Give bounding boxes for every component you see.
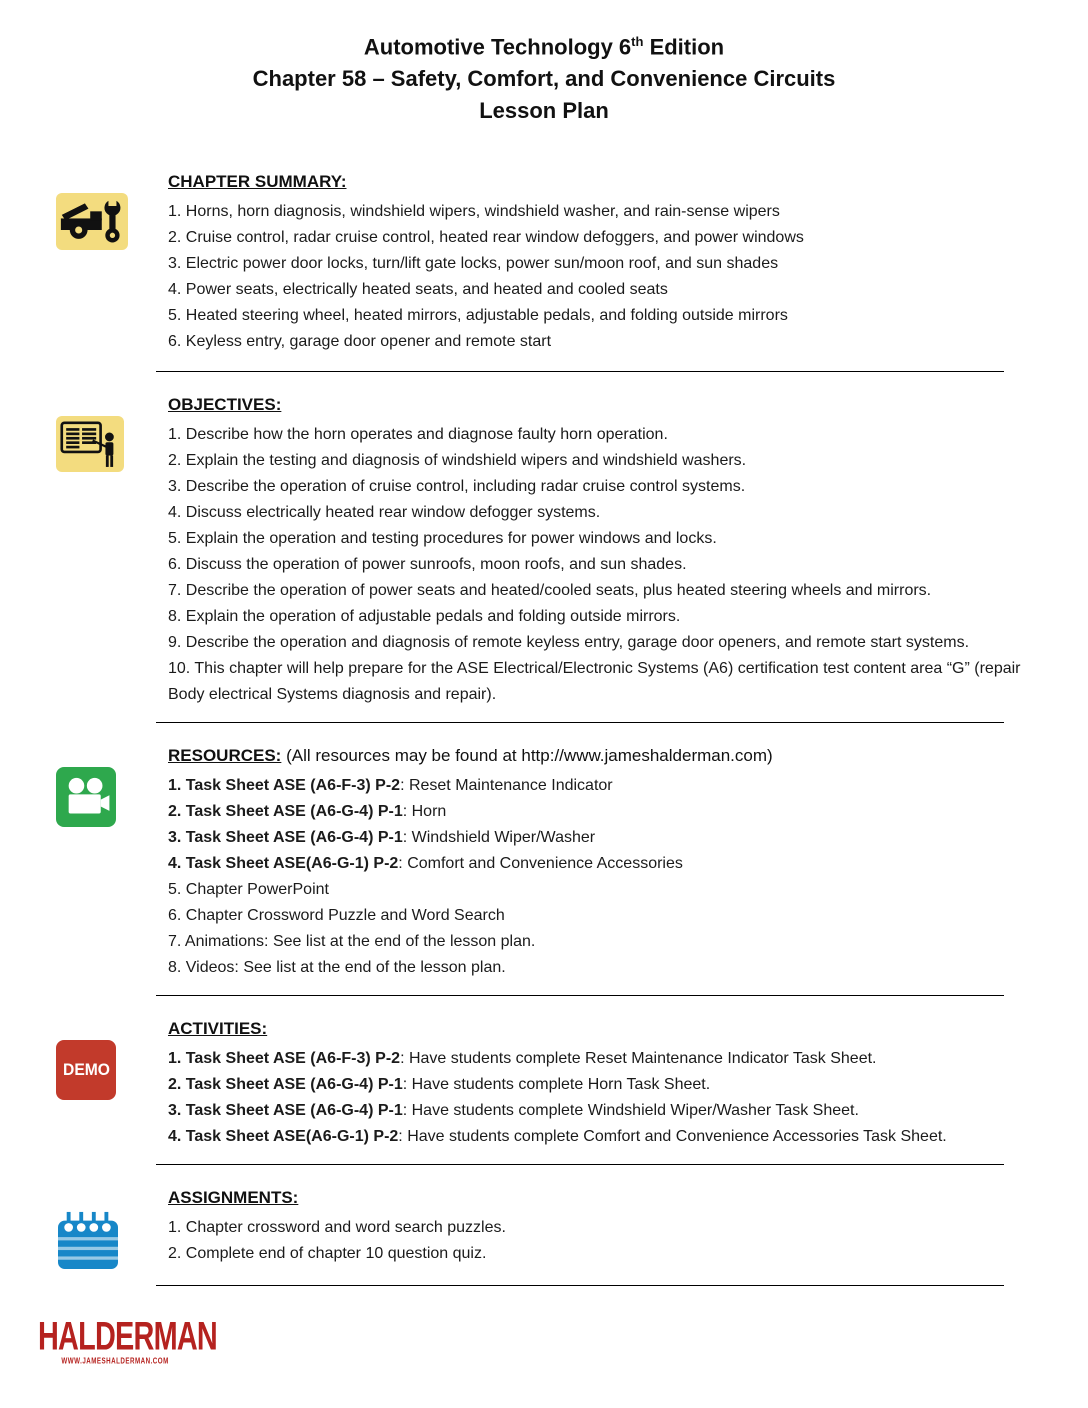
chapter-subtitle: Chapter 58 – Safety, Comfort, and Convenience Circuits [252,66,836,92]
document-title [0,26,1088,63]
list-item: 5. Chapter PowerPoint [168,881,329,899]
list-item: 10. This chapter will help prepare for the ASE Electrical/Electronic Systems (A6) certification test content area “G” (repair Body electrical Systems diagnosis and repair). [168,660,1021,704]
list-item: 9. Describe the operation and diagnosis of remote keyless entry, garage door openers, and remote start systems. [168,634,970,652]
section-divider [156,1164,1004,1165]
halderman-logo-text: HALDERMAN [38,1314,217,1359]
assignments-list [168,1215,1030,1267]
list-item: 4. Task Sheet ASE(A6-G-1) P-2: Have students complete Comfort and Convenience Accessories Task Sheet. [168,1128,947,1146]
list-item: 5. Heated steering wheel, heated mirrors, adjustable pedals, and folding outside mirrors [168,307,788,325]
icon-column [0,745,168,981]
list-item: 6. Keyless entry, garage door opener and remote start [168,333,552,351]
list-item: 1. Task Sheet ASE (A6-F-3) P-2: Reset Maintenance Indicator [168,777,613,795]
list-item: 2. Task Sheet ASE (A6-G-4) P-1: Horn [168,803,447,821]
list-item: 1. Describe how the horn operates and diagnose faulty horn operation. [168,426,668,444]
section-chapter-summary [0,171,1088,355]
activities-heading: ACTIVITIES: [168,1019,268,1039]
resources-list [168,773,1030,981]
lesson-plan-label: Lesson Plan [479,98,609,124]
car-service-icon [56,193,128,250]
list-item: 7. Animations: See list at the end of the lesson plan. [168,933,536,951]
section-objectives [0,394,1088,708]
list-item: 2. Task Sheet ASE (A6-G-4) P-1: Have students complete Horn Task Sheet. [168,1076,711,1094]
halderman-logo [38,1314,1088,1366]
demo-badge-label: DEMO [62,1060,110,1080]
presentation-board-icon-art [60,419,120,469]
title-text: Automotive Technology 6 [363,34,632,60]
list-item: 4. Task Sheet ASE(A6-G-1) P-2: Comfort and Convenience Accessories [168,855,683,873]
list-item: 5. Explain the operation and testing procedures for power windows and locks. [168,530,717,548]
section-divider [156,722,1004,723]
video-camera-icon [56,767,116,827]
icon-column [0,171,168,355]
objectives-heading: OBJECTIVES: [168,395,282,415]
list-item: 7. Describe the operation of power seats and heated/cooled seats, plus heated steering wheels and mirrors. [168,582,932,600]
icon-column [0,1018,168,1150]
demo-badge [56,1040,116,1100]
activities-list [168,1046,1030,1150]
title-text-edition: Edition [643,34,725,60]
list-item: 3. Task Sheet ASE (A6-G-4) P-1: Have students complete Windshield Wiper/Washer Task Sheet. [168,1102,859,1120]
section-resources [0,745,1088,981]
resources-note: (All resources may be found at http://www.jameshalderman.com) [281,746,773,766]
chapter-summary-list [168,199,1030,355]
list-item: 6. Discuss the operation of power sunroofs, moon roofs, and sun shades. [168,556,687,574]
list-item: 2. Cruise control, radar cruise control, heated rear window defoggers, and power windows [168,229,804,247]
halderman-logo-site: WWW.JAMESHALDERMAN.COM [61,1356,169,1366]
section-assignments [0,1187,1088,1271]
video-camera-icon-art [60,771,112,823]
assignments-heading: ASSIGNMENTS: [168,1188,299,1208]
chapter-summary-heading: CHAPTER SUMMARY: [168,172,347,192]
objectives-list [168,422,1030,708]
section-divider [156,995,1004,996]
resources-heading: RESOURCES: (All resources may be found at http://www.jameshalderman.com) [168,746,773,766]
notepad-icon-art [57,1210,119,1270]
section-divider [156,371,1004,372]
list-item: 2. Explain the testing and diagnosis of windshield wipers and windshield washers. [168,452,747,470]
list-item: 3. Electric power door locks, turn/lift gate locks, power sun/moon roof, and sun shades [168,255,779,273]
list-item: 3. Task Sheet ASE (A6-G-4) P-1: Windshield Wiper/Washer [168,829,596,847]
list-item: 1. Chapter crossword and word search puzzles. [168,1219,506,1237]
notepad-icon [56,1209,120,1271]
icon-column [0,1187,168,1271]
list-item: 6. Chapter Crossword Puzzle and Word Search [168,907,505,925]
section-divider [156,1285,1004,1286]
list-item: 1. Task Sheet ASE (A6-F-3) P-2: Have students complete Reset Maintenance Indicator Task Sheet. [168,1050,877,1068]
title-superscript: th [631,34,644,49]
car-service-icon-art [60,197,124,247]
presentation-board-icon [56,416,124,472]
list-item: 2. Complete end of chapter 10 question quiz. [168,1245,487,1263]
section-activities [0,1018,1088,1150]
list-item: 3. Describe the operation of cruise control, including radar cruise control systems. [168,478,746,496]
list-item: 8. Videos: See list at the end of the lesson plan. [168,959,506,977]
list-item: 1. Horns, horn diagnosis, windshield wipers, windshield washer, and rain-sense wipers [168,203,780,221]
list-item: 8. Explain the operation of adjustable pedals and folding outside mirrors. [168,608,681,626]
icon-column [0,394,168,708]
list-item: 4. Discuss electrically heated rear window defogger systems. [168,504,601,522]
document-title-block [0,0,1088,127]
list-item: 4. Power seats, electrically heated seats, and heated and cooled seats [168,281,668,299]
